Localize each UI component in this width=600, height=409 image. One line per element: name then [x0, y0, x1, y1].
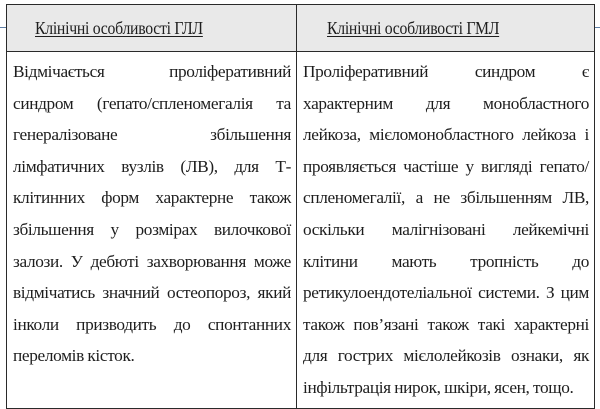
- body-row: [7, 52, 595, 409]
- aml-features-text: Проліферативний синдром є характерним для монобластного лейкоза, мієломонобластного лейкоза і проявляється частіше у вигляді гепато/спленомегалії, а не збільшенням ЛВ, оскільки малігнізовані лейкемічні клітини мають тропність до ретикулоендотеліальної системи. З цим також пов’язані також такі характерні для гострих мієлолейкозів ознаки, як інфільтрація нирок, шкіри, ясен, тощо.: [303, 62, 589, 397]
- header-cell-aml: [297, 5, 595, 52]
- cell-aml-features: [297, 52, 595, 409]
- all-features-text: Відмічається проліферативний синдром (гепато/спленомегалія та генералізоване збільшення лімфатичних вузлів (ЛВ), для Т-клітинних форм характерне також збільшення у розмірах вилочкової залози. У дебюті захворювання може відмічатись значний остеопороз, який інколи призводить до спонтанних переломів кісток.: [13, 62, 291, 366]
- header-cell-all: [7, 5, 297, 52]
- comparison-table: [6, 4, 595, 409]
- cell-all-features: [7, 52, 297, 409]
- header-all-label: Клінічні особливості ГЛЛ: [35, 17, 203, 38]
- header-aml-label: Клінічні особливості ГМЛ: [327, 17, 500, 38]
- header-row: [7, 5, 595, 52]
